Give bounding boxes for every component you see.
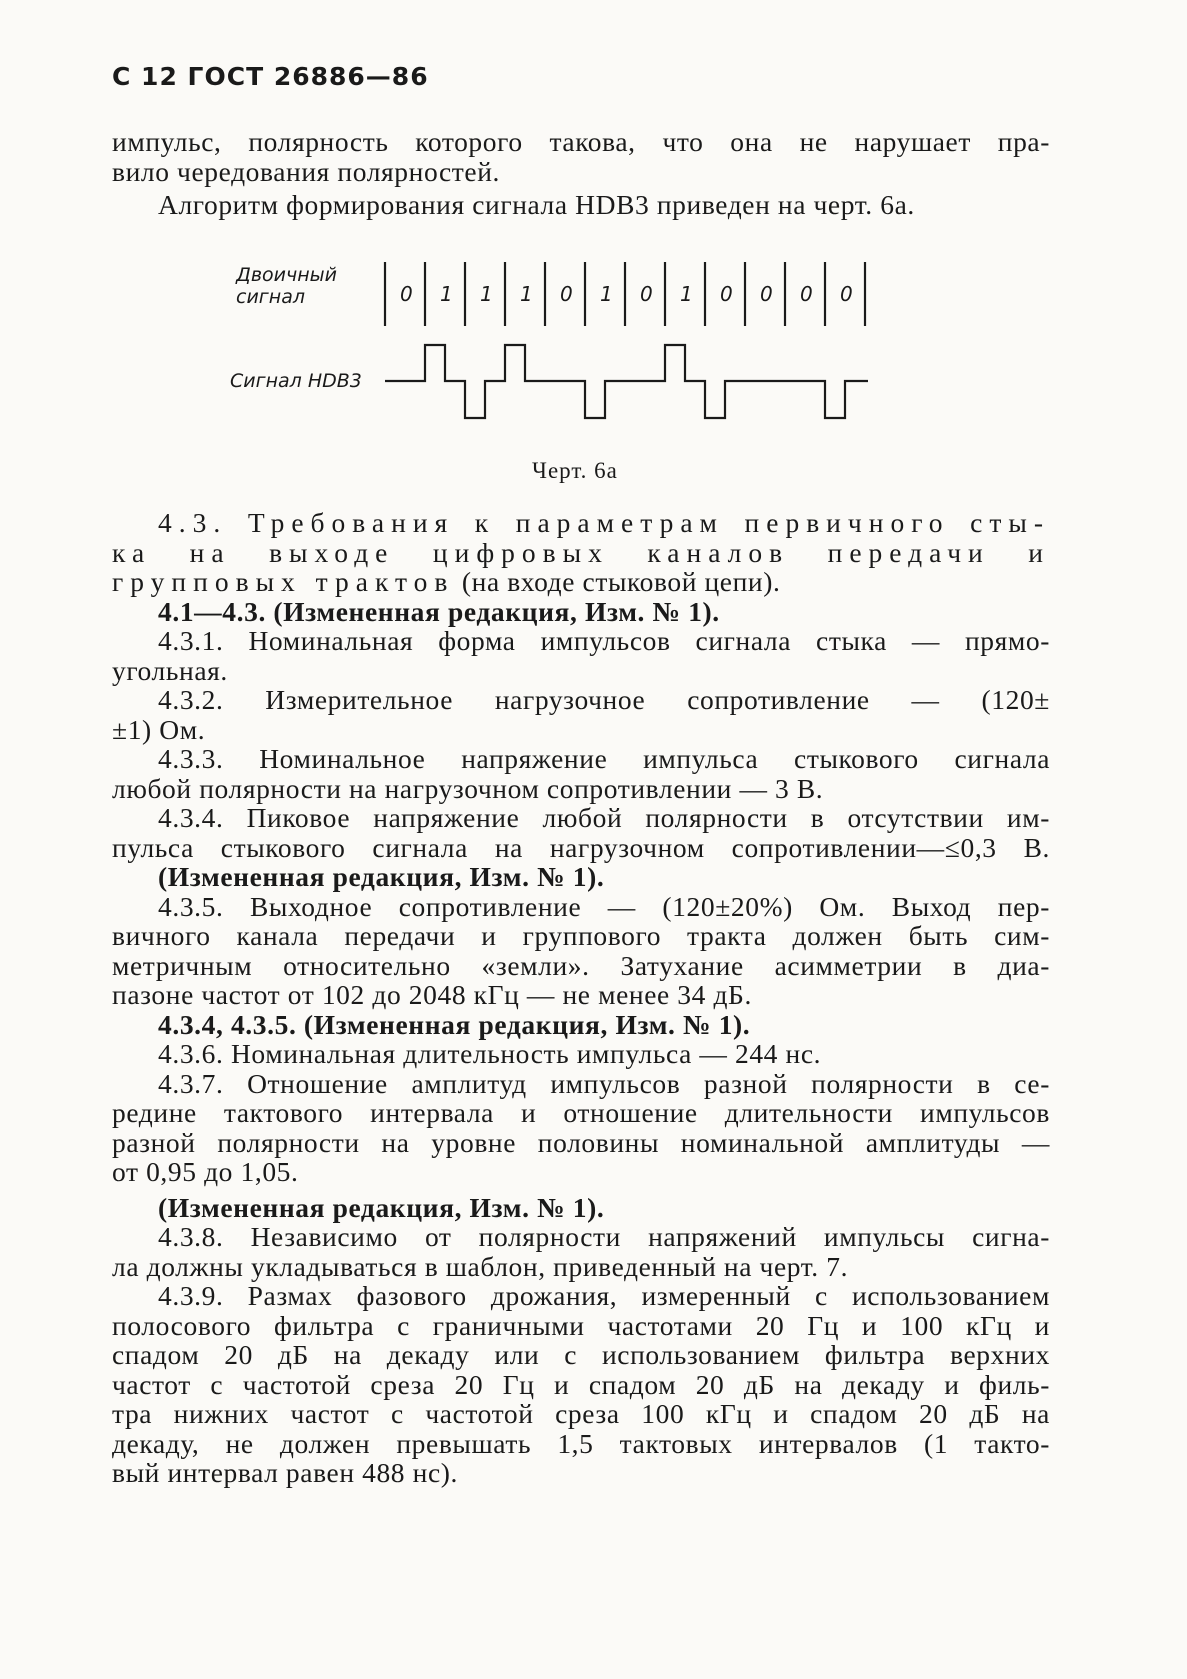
text-line: любой полярности на нагрузочном сопротивлении — 3 В.	[112, 772, 824, 804]
bit-value: 0	[840, 282, 853, 306]
section-body	[112, 508, 1050, 1488]
bit-value: 0	[720, 282, 733, 306]
text-line: декаду, не должен превышать 1,5 тактовых интервалов (1 такто-	[112, 1427, 1050, 1459]
text-line: ±1) Ом.	[112, 713, 206, 745]
change-note: 4.3.4, 4.3.5. (Измененная редакция, Изм. № 1).	[158, 1008, 751, 1040]
text-line: пульса стыкового сигнала на нагрузочном сопротивлении—≤0,3 В.	[112, 831, 1050, 863]
change-note: (Измененная редакция, Изм. № 1).	[158, 861, 605, 892]
text-line: импульс, полярность которого такова, что она не нарушает пра-	[112, 126, 1050, 157]
bit-value: 0	[640, 282, 653, 306]
text-line: 4.3.9. Размах фазового дрожания, измеренный с использованием	[158, 1280, 1050, 1311]
hdb3-waveform	[385, 345, 868, 418]
text-line: вый интервал равен 488 нс).	[112, 1457, 458, 1488]
bit-value: 1	[480, 282, 493, 306]
text-line: 4.3.2. Измерительное нагрузочное сопротивление — (120±	[158, 684, 1050, 715]
section-title-line	[112, 567, 1050, 597]
text-line: 4.3.3. Номинальное напряжение импульса стыкового сигнала	[158, 743, 1050, 774]
figure-caption: Черт. 6а	[532, 458, 618, 483]
bit-value: 0	[800, 282, 813, 306]
text-line: метричным относительно «земли». Затухание асимметрии в диа-	[112, 949, 1050, 981]
bit-value: 0	[400, 282, 413, 306]
bit-value: 1	[520, 282, 533, 306]
hdb3-diagram	[0, 0, 1187, 480]
text-line: полосового фильтра с граничными частотами 20 Гц и 100 кГц и	[112, 1309, 1050, 1341]
text-line: 4.3.7. Отношение амплитуд импульсов разной полярности в се-	[158, 1067, 1050, 1099]
hdb3-signal-label: Сигнал HDB3	[230, 370, 362, 392]
bit-value: 0	[560, 282, 573, 306]
text-line: 4.3.6. Номинальная длительность импульса — 244 нс.	[158, 1038, 822, 1069]
page-header: С 12 ГОСТ 26886—86	[112, 62, 429, 91]
label-line: Двоичный	[236, 264, 338, 286]
text-line: вичного канала передачи и группового тракта должен быть сим-	[112, 920, 1050, 951]
title-tail: (на входе стыковой цепи).	[454, 566, 781, 597]
text-line: 4.3.5. Выходное сопротивление — (120±20%) Ом. Выход пер-	[158, 890, 1050, 922]
change-note: (Измененная редакция, Изм. № 1).	[158, 1191, 605, 1223]
text-line: пазоне частот от 102 до 2048 кГц — не менее 34 дБ.	[112, 979, 752, 1010]
section-title-line: ка на выходе цифровых каналов передачи и	[112, 536, 1050, 568]
text-line: ла должны укладываться в шаблон, приведенный на черт. 7.	[112, 1250, 849, 1282]
bit-value: 1	[600, 282, 613, 306]
label-line: сигнал	[236, 286, 305, 308]
bit-value: 0	[760, 282, 773, 306]
text-line: 4.3.4. Пиковое напряжение любой полярности в отсутствии им-	[158, 802, 1050, 833]
text-line: 4.3.1. Номинальная форма импульсов сигнала стыка — прямо-	[158, 625, 1050, 656]
text-line: 4.3.8. Независимо от полярности напряжений импульсы сигна-	[158, 1221, 1050, 1252]
text-line: разной полярности на уровне половины номинальной амплитуды —	[112, 1126, 1050, 1158]
text-line: угольная.	[112, 654, 228, 686]
text-line: спадом 20 дБ на декаду или с использованием фильтра верхних	[112, 1339, 1050, 1370]
algorithm-sentence: Алгоритм формирования сигнала HDB3 приведен на черт. 6а.	[158, 189, 915, 220]
section-title-line: 4.3. Требования к параметрам первичного сты-	[158, 507, 1050, 538]
text-line: тра нижних частот с частотой среза 100 кГц и спадом 20 дБ на	[112, 1398, 1050, 1429]
text-line: редине тактового интервала и отношение длительности импульсов	[112, 1097, 1050, 1128]
change-note: 4.1—4.3. (Измененная редакция, Изм. № 1).	[158, 595, 720, 627]
title-spaced: групповых трактов	[112, 566, 455, 597]
bit-value: 1	[440, 282, 453, 306]
bit-value: 1	[680, 282, 693, 306]
text-line: от 0,95 до 1,05.	[112, 1156, 299, 1187]
text-line: вило чередования полярностей.	[112, 155, 501, 187]
text-line: частот с частотой среза 20 Гц и спадом 20 дБ на декаду и филь-	[112, 1368, 1050, 1400]
